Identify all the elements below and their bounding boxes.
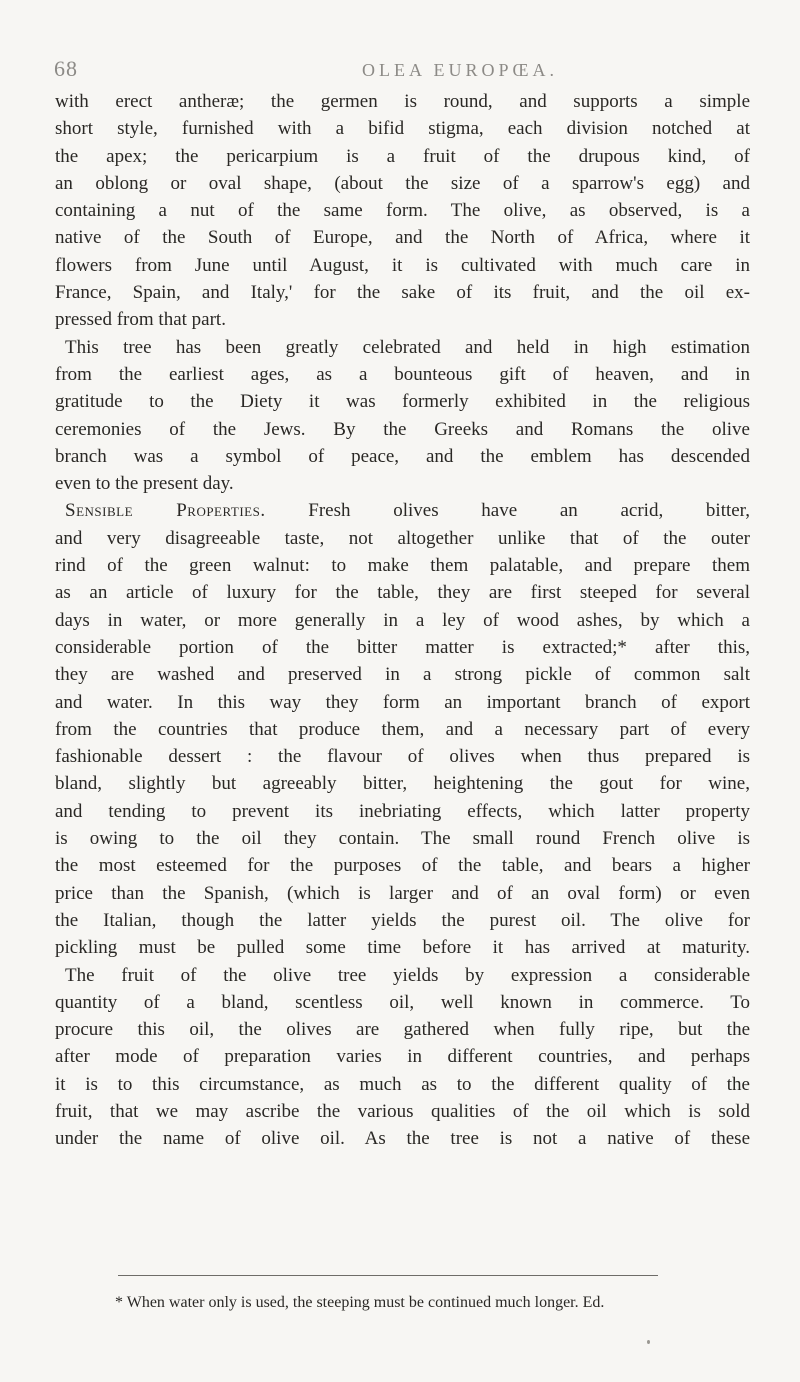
text-line: pickling must be pulled some time before it has arrived at maturity. xyxy=(55,937,750,959)
text-line: from the countries that produce them, and a necessary part of every xyxy=(55,718,750,740)
text-line: fashionable dessert : the flavour of olives when thus prepared is xyxy=(55,746,750,768)
text-line: even to the present day. xyxy=(55,473,234,495)
text-line: short style, furnished with a bifid stigma, each division notched at xyxy=(55,118,750,140)
text-line: procure this oil, the olives are gathered when fully ripe, but the xyxy=(55,1019,750,1041)
text-line: as an article of luxury for the table, they are first steeped for several xyxy=(55,582,750,604)
text-line: after mode of preparation varies in different countries, and perhaps xyxy=(55,1046,750,1068)
text-line: The fruit of the olive tree yields by expression a considerable xyxy=(65,964,750,986)
text-line: fruit, that we may ascribe the various qualities of the oil which is sold xyxy=(55,1100,750,1122)
footnote-divider xyxy=(118,1275,658,1276)
text-line: with erect antheræ; the germen is round, and supports a simple xyxy=(55,91,750,112)
text-line: is owing to the oil they contain. The small round French olive is xyxy=(55,828,750,850)
text-line: from the earliest ages, as a bounteous gift of heaven, and in xyxy=(55,363,750,385)
text-line: ceremonies of the Jews. By the Greeks and Romans the olive xyxy=(55,418,750,440)
text-line: under the name of olive oil. As the tree is not a native of these xyxy=(55,1128,750,1150)
text-line: and very disagreeable taste, not altogether unlike that of the outer xyxy=(55,527,750,549)
paper-speck xyxy=(647,1340,650,1344)
text-line: days in water, or more generally in a ley of wood ashes, by which a xyxy=(55,609,750,631)
body-text xyxy=(55,88,750,1153)
page-number: 68 xyxy=(54,56,78,81)
text-line: gratitude to the Diety it was formerly exhibited in the religious xyxy=(55,391,750,413)
text-line: an oblong or oval shape, (about the size of a sparrow's egg) and xyxy=(55,172,750,194)
text-line: pressed from that part. xyxy=(55,309,226,331)
text-line: and tending to prevent its inebriating effects, which latter property xyxy=(55,800,750,822)
text-line: the Italian, though the latter yields the purest oil. The olive for xyxy=(55,909,750,931)
text-line: rind of the green walnut: to make them palatable, and prepare them xyxy=(55,555,750,577)
text-line: and water. In this way they form an important branch of export xyxy=(55,691,750,713)
footnote: * When water only is used, the steeping must be continued much longer. Ed. xyxy=(115,1294,605,1311)
text-line: flowers from June until August, it is cultivated with much care in xyxy=(55,254,750,276)
section-heading: Sensible Properties. xyxy=(65,500,266,522)
running-title: OLEA EUROPŒA. xyxy=(361,60,558,80)
text-line: it is to this circumstance, as much as to the different quality of the xyxy=(55,1073,750,1095)
text-line: they are washed and preserved in a strong pickle of common salt xyxy=(55,664,750,686)
text-line: containing a nut of the same form. The olive, as observed, is a xyxy=(55,200,750,222)
text-line: bland, slightly but agreeably bitter, heightening the gout for wine, xyxy=(55,773,750,795)
text-line: native of the South of Europe, and the North of Africa, where it xyxy=(55,227,750,249)
text-line: the most esteemed for the purposes of the table, and bears a higher xyxy=(55,855,750,877)
text-line: price than the Spanish, (which is larger and of an oval form) or even xyxy=(55,882,750,904)
text-line: considerable portion of the bitter matter is extracted;* after this, xyxy=(55,636,750,658)
text-line: branch was a symbol of peace, and the emblem has descended xyxy=(55,445,750,467)
text-line: quantity of a bland, scentless oil, well known in commerce. To xyxy=(55,991,750,1013)
section-heading-line: Sensible Properties. Fresh olives have an acrid, bitter, xyxy=(65,500,750,522)
text-line: the apex; the pericarpium is a fruit of the drupous kind, of xyxy=(55,145,750,167)
text-line: France, Spain, and Italy,' for the sake of its fruit, and the oil ex- xyxy=(55,282,750,304)
text-line: This tree has been greatly celebrated and held in high estimation xyxy=(65,336,750,358)
